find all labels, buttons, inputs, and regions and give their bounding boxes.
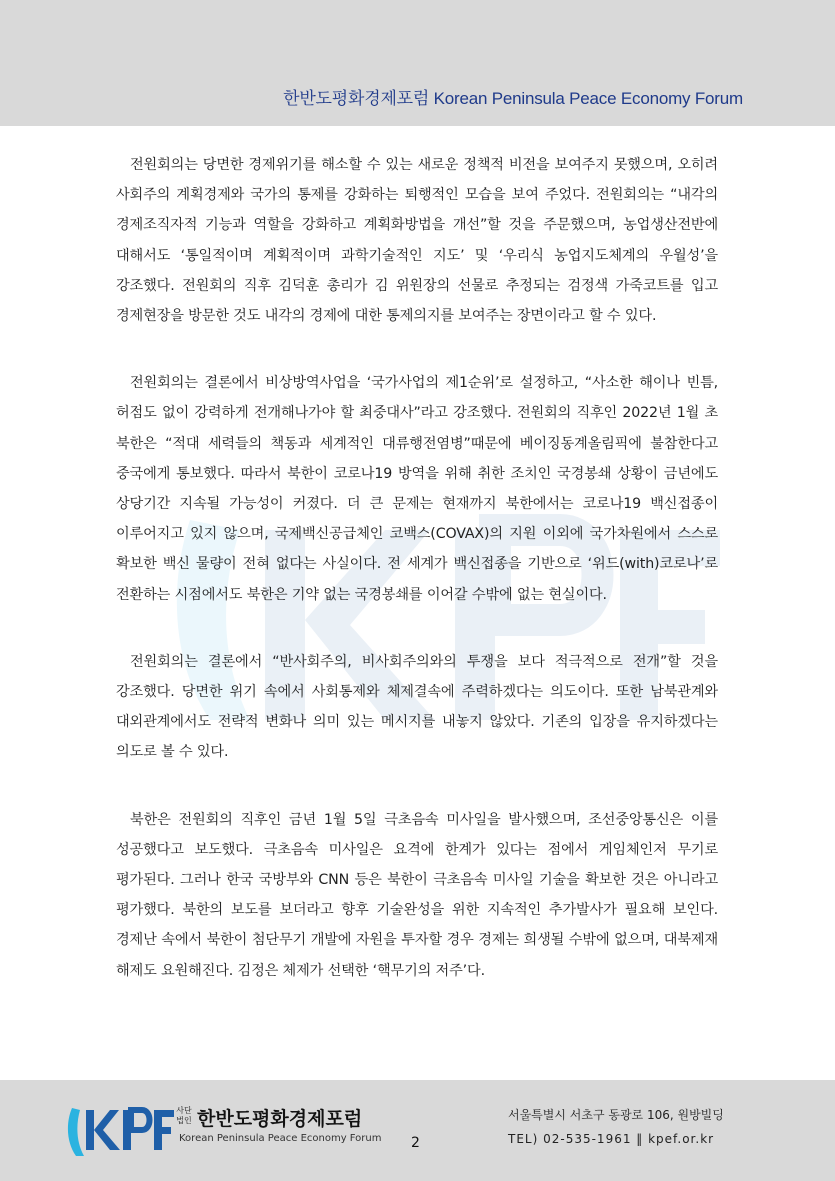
document-body: [116, 150, 718, 1023]
kpef-logo-icon: [66, 1102, 176, 1158]
org-name: 한반도평화경제포럼: [197, 1108, 363, 1130]
body-paragraph: 북한은 전원회의 직후인 금년 1월 5일 극초음속 미사일을 발사했으며, 조선중앙통신은 이를 성공했다고 보도했다. 극초음속 미사일은 요격에 한계가 있다는 점에서 게임체인저 무기로 평가된다. 그러나 한국 국방부와 CNN 등은 북한이 극초음속 미사일 기술을 확보한 것은 아니라고 평가했다. 북한의 보도를 보더라고 향후 기술완성을 위한 지속적인 추가발사가 필요해 보인다. 경제난 속에서 북한이 첨단무기 개발에 자원을 투자할 경우 경제는 희생될 수밖에 없으며, 대북제재 해제도 요원해진다. 김정은 체제가 선택한 ‘핵무기의 저주’다.: [116, 811, 718, 979]
org-name-english: Korean Peninsula Peace Economy Forum: [179, 1133, 382, 1144]
header-title: 한반도평화경제포럼 Korean Peninsula Peace Economy Forum: [283, 89, 743, 108]
body-paragraph: 전원회의는 결론에서 비상방역사업을 ‘국가사업의 제1순위’로 설정하고, “사소한 해이나 빈틈, 허점도 없이 강력하게 전개해나가야 할 최중대사”라고 강조했다. 전원회의 직후인 2022년 1월 초 북한은 “적대 세력들의 책동과 세계적인 대류행전염병”때문에 베이징동계올림픽에 불참한다고 중국에게 통보했다. 따라서 북한이 코로나19 방역을 위해 취한 조치인 국경봉쇄 상황이 금년에도 상당기간 지속될 가능성이 커졌다. 더 큰 문제는 현재까지 북한에서는 코로나19 백신접종이 이루어지고 있지 않으며, 국제백신공급체인 코백스(COVAX)의 지원 이외에 국가차원에서 스스로 확보한 백신 물량이 전혀 없다는 사실이다. 전 세계가 백신접종을 기반으로 ‘위드(with)코로나’로 전환하는 시점에서도 북한은 기약 없는 국경봉쇄를 이어갈 수밖에 없는 현실이다.: [116, 375, 718, 603]
org-contact: TEL) 02-535-1961 ‖ kpef.or.kr: [508, 1132, 715, 1146]
page-number: 2: [411, 1135, 420, 1151]
org-type-label: 사단법인: [176, 1106, 192, 1125]
body-paragraph: 전원회의는 당면한 경제위기를 해소할 수 있는 새로운 정책적 비전을 보여주지 못했으며, 오히려 사회주의 계획경제와 국가의 통제를 강화하는 퇴행적인 모습을 보여 주었다. 전원회의는 “내각의 경제조직자적 기능과 역할을 강화하고 계획화방법을 개선”할 것을 주문했으며, 농업생산전반에 대해서도 ‘통일적이며 계획적이며 과학기술적인 지도’ 및 ‘우리식 농업지도체계의 우월성’을 강조했다. 전원회의 직후 김덕훈 총리가 김 위원장의 선물로 추정되는 검정색 가죽코트를 입고 경제현장을 방문한 것도 내각의 경제에 대한 통제의지를 보여주는 장면이라고 할 수 있다.: [116, 157, 718, 325]
org-address: 서울특별시 서초구 동광로 106, 원방빌딩: [508, 1108, 724, 1122]
page-header: [0, 0, 835, 126]
body-paragraph: 전원회의는 결론에서 “반사회주의, 비사회주의와의 투쟁을 보다 적극적으로 전개”할 것을 강조했다. 당면한 위기 속에서 사회통제와 체제결속에 주력하겠다는 의도이다. 또한 남북관계와 대외관계에서도 전략적 변화나 의미 있는 메시지를 내놓지 않았다. 기존의 입장을 유지하겠다는 의도로 볼 수 있다.: [116, 653, 718, 761]
page-footer: [0, 1080, 835, 1181]
